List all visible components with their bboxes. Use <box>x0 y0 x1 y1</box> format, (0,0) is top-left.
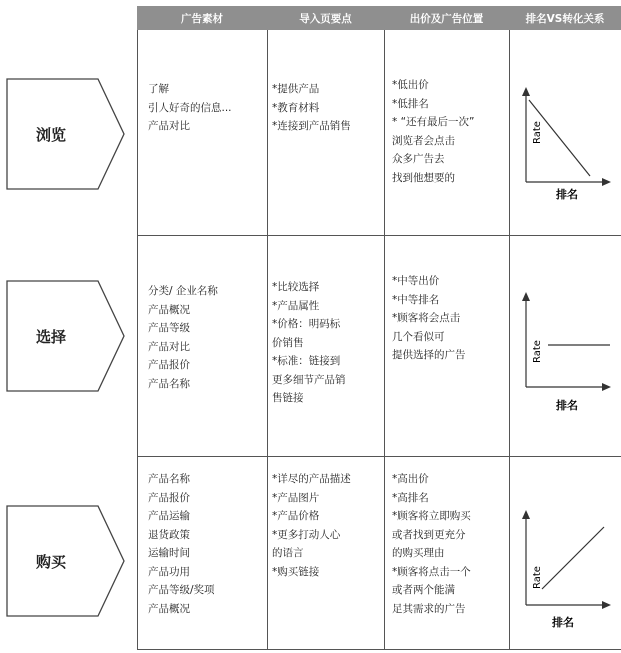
bidding-item: *高排名 <box>392 491 429 504</box>
table-header <box>137 6 621 30</box>
material-item: 产品概况 <box>148 303 190 316</box>
landing-item: *价格：明码标 <box>272 318 341 330</box>
header-landing-points: 导入页要点 <box>299 12 352 25</box>
landing-item: *教育材料 <box>272 101 320 114</box>
bidding-item: *顾客将会点击 <box>392 312 461 324</box>
row-browse-landing <box>272 80 351 136</box>
row-browse-material <box>148 80 232 136</box>
landing-item: *标准：链接到 <box>272 355 341 367</box>
landing-item: *产品图片 <box>272 491 320 504</box>
chart-x-label: 排名 <box>552 616 574 629</box>
bidding-item: *顾客将点击一个 <box>392 565 471 578</box>
material-item: 产品名称 <box>148 473 190 485</box>
stage-browse-label: 浏览 <box>36 126 67 144</box>
bidding-item: 的购买理由 <box>392 547 445 559</box>
row-buy-landing <box>272 470 351 581</box>
landing-item: 价销售 <box>272 336 304 349</box>
header-bid-position: 出价及广告位置 <box>409 12 484 25</box>
landing-item: *连接到产品销售 <box>272 120 351 132</box>
material-item: 产品报价 <box>148 359 190 371</box>
bidding-item: *中等出价 <box>392 275 440 287</box>
landing-item: *详尽的产品描述 <box>272 473 351 485</box>
material-item: 分类/ 企业名称 <box>148 285 218 297</box>
bidding-item: *中等排名 <box>392 293 440 306</box>
grid-line <box>384 30 385 650</box>
bidding-item: 足其需求的广告 <box>392 602 466 615</box>
landing-item: 售链接 <box>272 392 304 404</box>
row-select-chart <box>512 287 617 412</box>
row-select-material <box>148 282 218 393</box>
material-item: 产品报价 <box>148 491 190 504</box>
grid-line <box>137 30 138 650</box>
bidding-item: 找到他想要的 <box>392 171 455 184</box>
row-browse-bidding <box>392 76 474 187</box>
bidding-item: 浏览者会点击 <box>392 134 455 147</box>
row-buy-material <box>148 470 215 618</box>
bidding-item: 提供选择的广告 <box>392 349 466 361</box>
material-item: 产品对比 <box>148 340 190 353</box>
landing-item: *产品价格 <box>272 510 320 522</box>
row-buy-bidding <box>392 470 471 618</box>
chart-x-label: 排名 <box>556 188 578 201</box>
header-ad-material: 广告素材 <box>181 12 223 25</box>
chart-x-label: 排名 <box>556 399 578 412</box>
bidding-item: 众多广告去 <box>392 153 445 165</box>
header-rank-vs-conversion: 排名VS转化关系 <box>525 12 605 25</box>
landing-item: 的语言 <box>272 547 304 559</box>
grid-line <box>137 649 621 650</box>
bidding-item: *顾客将立即购买 <box>392 510 471 522</box>
stage-buy-label: 购买 <box>36 553 67 571</box>
material-item: 了解 <box>148 83 169 95</box>
bidding-item: 或者找到更充分 <box>392 528 466 541</box>
chart-y-label: Rate <box>532 121 543 144</box>
grid-line <box>137 235 621 236</box>
chart-y-label: Rate <box>532 340 543 363</box>
grid-line <box>509 30 510 650</box>
landing-item: *购买链接 <box>272 565 320 578</box>
material-item: 退货政策 <box>148 528 190 541</box>
bidding-item: * “还有最后一次” <box>392 116 475 128</box>
row-select-bidding <box>392 272 466 365</box>
material-item: 产品等级 <box>148 322 190 334</box>
landing-item: *提供产品 <box>272 83 320 95</box>
material-item: 引人好奇的信息... <box>148 101 232 114</box>
material-item: 产品运输 <box>148 510 190 522</box>
grid-line <box>267 30 268 650</box>
row-browse-chart <box>512 82 617 207</box>
landing-item: *比较选择 <box>272 281 320 293</box>
material-item: 产品名称 <box>148 377 190 390</box>
material-item: 产品等级/奖项 <box>148 584 215 596</box>
trend-line-up <box>542 527 604 589</box>
bidding-item: 几个看似可 <box>392 330 445 343</box>
bidding-item: *低出价 <box>392 79 429 91</box>
landing-item: 更多细节产品销 <box>272 373 346 386</box>
landing-item: *产品属性 <box>272 299 320 312</box>
landing-item: *更多打动人心 <box>272 528 341 541</box>
bidding-item: *高出价 <box>392 473 429 485</box>
material-item: 产品概况 <box>148 602 190 615</box>
row-buy-chart <box>512 505 617 633</box>
row-select-landing <box>272 278 346 408</box>
material-item: 产品对比 <box>148 120 190 132</box>
bidding-item: *低排名 <box>392 97 429 110</box>
material-item: 运输时间 <box>148 547 190 559</box>
chart-y-label: Rate <box>532 566 543 589</box>
bidding-item: 或者两个能满 <box>392 584 455 596</box>
stage-select-label: 选择 <box>36 328 67 346</box>
material-item: 产品功用 <box>148 565 190 578</box>
grid-line <box>137 456 621 457</box>
